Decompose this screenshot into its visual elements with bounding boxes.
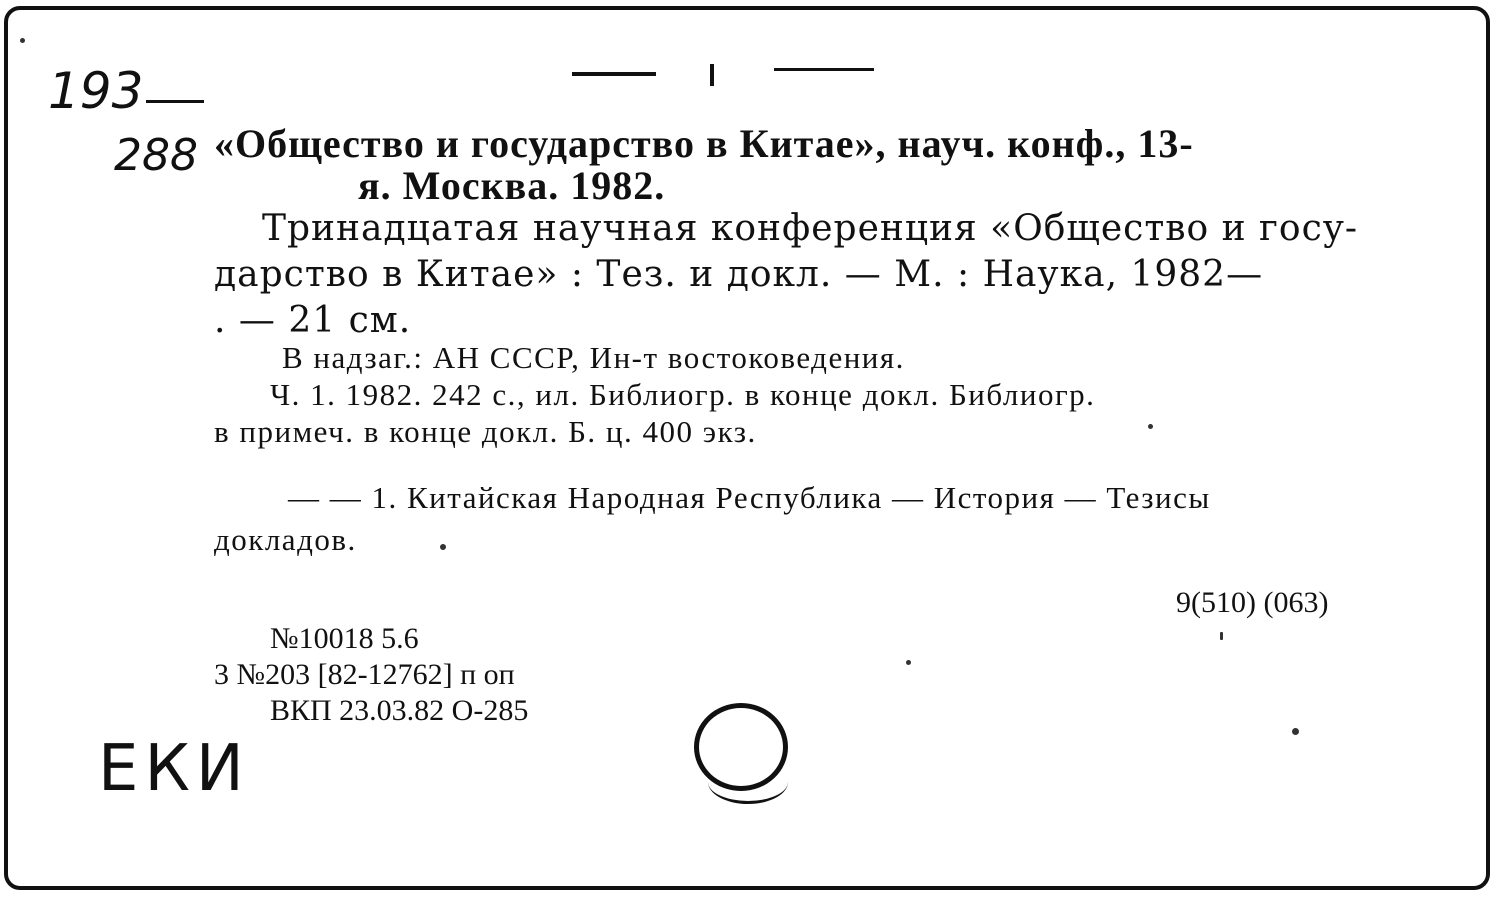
handwritten-number-top: 193 bbox=[48, 62, 144, 120]
title-line2: дарство в Китае» : Тез. и докл. — М. : Наука, 1982— bbox=[214, 254, 1264, 295]
classification-code: 9(510) (063) bbox=[1176, 586, 1329, 619]
speck bbox=[20, 38, 25, 43]
record-line1: №10018 5.6 bbox=[270, 622, 419, 655]
handwritten-number-bottom: 288 bbox=[114, 130, 198, 181]
speck bbox=[1148, 424, 1153, 429]
handwritten-initials: ЕКИ bbox=[98, 732, 250, 806]
stamp-arc bbox=[708, 760, 788, 804]
handwritten-fraction-line bbox=[146, 100, 204, 103]
entry-heading-line1: «Общество и государство в Китае», науч. конф., 13- bbox=[214, 121, 1194, 166]
speck bbox=[906, 660, 911, 665]
speck bbox=[1292, 728, 1299, 735]
top-dash-right bbox=[774, 68, 874, 71]
record-line3: ВКП 23.03.82 О-285 bbox=[270, 694, 529, 727]
subject-line1: — — 1. Китайская Народная Республика — История — Тезисы bbox=[288, 480, 1211, 515]
speck bbox=[1220, 632, 1223, 640]
note-line2: Ч. 1. 1982. 242 с., ил. Библиогр. в конце докл. Библиогр. bbox=[270, 377, 1096, 412]
speck bbox=[440, 544, 446, 550]
record-line2: 3 №203 [82-12762] п оп bbox=[214, 658, 515, 691]
subject-line2: докладов. bbox=[214, 522, 357, 557]
note-line3: в примеч. в конце докл. Б. ц. 400 экз. bbox=[214, 414, 757, 449]
note-line1: В надзаг.: АН СССР, Ин-т востоковедения. bbox=[282, 340, 905, 375]
top-tick bbox=[710, 64, 714, 86]
title-line3: . — 21 см. bbox=[214, 300, 412, 341]
top-dash-left bbox=[572, 72, 656, 76]
title-line1: Тринадцатая научная конференция «Общество и госу- bbox=[262, 208, 1359, 249]
entry-heading-line2: я. Москва. 1982. bbox=[358, 163, 666, 208]
